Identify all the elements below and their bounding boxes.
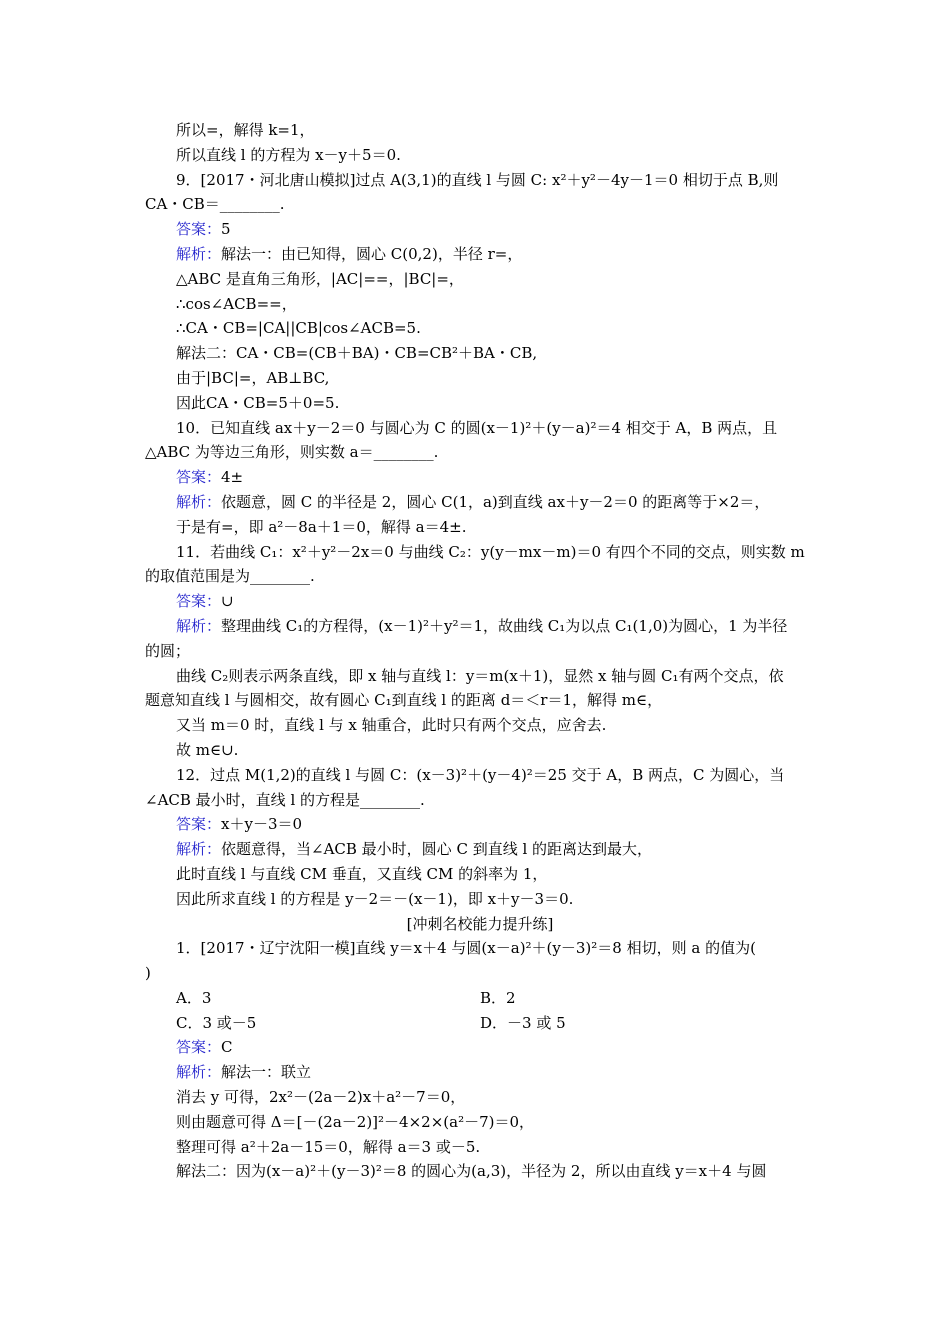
text-line xyxy=(145,217,815,242)
line-text: 10．已知直线 ax＋y－2＝0 与圆心为 C 的圆(x－1)²＋(y－a)²＝4 相交于 A，B 两点，且 xyxy=(176,418,778,437)
section-label: 解析： xyxy=(176,840,222,859)
option-right: B．2 xyxy=(480,988,516,1007)
line-text: 4± xyxy=(221,468,244,487)
line-text: 题意知直线 l 与圆相交，故有圆心 C₁到直线 l 的距离 d＝＜r＝1，解得 m∈， xyxy=(145,691,663,710)
text-line xyxy=(145,961,815,986)
text-line xyxy=(145,887,815,912)
line-text: 的圆； xyxy=(145,641,191,660)
text-line xyxy=(145,614,815,639)
text-line xyxy=(145,1035,815,1060)
line-text: 的取值范围是为________. xyxy=(145,567,315,586)
text-line xyxy=(145,812,815,837)
line-text: △ABC 为等边三角形，则实数 a＝________. xyxy=(145,443,439,462)
text-line xyxy=(145,664,815,689)
text-line xyxy=(145,589,815,614)
line-text: 解法二：CA・CB=(CB＋BA)・CB=CB²＋BA・CB, xyxy=(176,344,538,363)
line-text: 依题意得，当∠ACB 最小时，圆心 C 到直线 l 的距离达到最大， xyxy=(221,840,653,859)
line-text: CA・CB＝________. xyxy=(145,195,285,214)
line-text: [冲刺名校能力提升练] xyxy=(406,914,554,933)
text-line xyxy=(145,1085,815,1110)
line-text: ∴CA・CB=|CA||CB|cos∠ACB=5. xyxy=(176,319,421,338)
text-line xyxy=(145,912,815,937)
line-text: 12．过点 M(1,2)的直线 l 与圆 C：(x－3)²＋(y－4)²＝25 交于 A，B 两点，C 为圆心，当 xyxy=(176,765,785,784)
option-left: C．3 或－5 xyxy=(176,1013,257,1032)
line-text: ) xyxy=(145,964,151,983)
line-text: C xyxy=(221,1038,233,1057)
line-text: 所以直线 l 的方程为 x－y＋5＝0. xyxy=(176,145,401,164)
document-page xyxy=(145,118,815,1184)
line-text: 整理曲线 C₁的方程得，(x－1)²＋y²＝1，故曲线 C₁为以点 C₁(1,0)为圆心，1 为半径 xyxy=(221,616,788,635)
line-text: 11．若曲线 C₁：x²＋y²－2x＝0 与曲线 C₂：y(y－mx－m)＝0 有四个不同的交点，则实数 m xyxy=(176,542,805,561)
text-line xyxy=(145,366,815,391)
text-line xyxy=(145,242,815,267)
option-row xyxy=(145,1011,815,1036)
text-line xyxy=(145,788,815,813)
text-line xyxy=(145,1135,815,1160)
text-line xyxy=(145,639,815,664)
text-line xyxy=(145,440,815,465)
line-text: 所以=，解得 k=1， xyxy=(176,121,315,139)
text-line xyxy=(145,713,815,738)
line-text: 因此所求直线 l 的方程是 y－2＝－(x－1)，即 x＋y－3＝0. xyxy=(176,889,574,908)
line-text: 故 m∈∪. xyxy=(176,740,239,759)
option-row xyxy=(145,986,815,1011)
line-text: 依题意，圆 C 的半径是 2，圆心 C(1，a)到直线 ax＋y－2＝0 的距离等于×2＝， xyxy=(221,492,770,511)
text-line xyxy=(145,267,815,292)
line-text: ∠ACB 最小时，直线 l 的方程是________. xyxy=(145,790,425,809)
text-line xyxy=(145,862,815,887)
section-label: 答案： xyxy=(176,468,222,487)
text-line xyxy=(145,837,815,862)
text-line xyxy=(145,1110,815,1135)
text-line xyxy=(145,118,815,143)
option-right: D．－3 或 5 xyxy=(480,1013,566,1032)
line-text: 此时直线 l 与直线 CM 垂直，又直线 CM 的斜率为 1， xyxy=(176,864,548,883)
text-line xyxy=(145,564,815,589)
line-text: 消去 y 可得，2x²－(2a－2)x＋a²－7＝0， xyxy=(176,1088,466,1107)
line-text: 由于|BC|=，AB⊥BC, xyxy=(176,368,330,387)
section-label: 答案： xyxy=(176,592,222,611)
line-text: 又当 m＝0 时，直线 l 与 x 轴重合，此时只有两个交点，应舍去. xyxy=(176,716,607,735)
line-text: △ABC 是直角三角形，|AC|==，|BC|=， xyxy=(176,269,464,288)
line-text: 解法一：由已知得，圆心 C(0,2)，半径 r=， xyxy=(221,244,523,263)
line-text: 5 xyxy=(221,220,231,239)
section-label: 答案： xyxy=(176,815,222,834)
line-text: 于是有=，即 a²－8a＋1＝0，解得 a＝4±. xyxy=(176,517,467,536)
section-label: 答案： xyxy=(176,1038,222,1057)
text-line xyxy=(145,515,815,540)
text-line xyxy=(145,316,815,341)
line-text: ∴cos∠ACB==， xyxy=(176,294,297,313)
text-line xyxy=(145,1060,815,1085)
option-left: A．3 xyxy=(176,988,212,1007)
text-line xyxy=(145,168,815,193)
line-text: 1．[2017・辽宁沈阳一模]直线 y＝x＋4 与圆(x－a)²＋(y－3)²＝8 相切，则 a 的值为( xyxy=(176,939,756,958)
line-text: 整理可得 a²＋2a－15＝0，解得 a＝3 或－5. xyxy=(176,1137,481,1156)
text-line xyxy=(145,192,815,217)
text-line xyxy=(145,391,815,416)
text-line xyxy=(145,465,815,490)
section-label: 解析： xyxy=(176,616,222,635)
text-line xyxy=(145,490,815,515)
line-text: ∪ xyxy=(221,592,234,611)
text-line xyxy=(145,540,815,565)
text-block-2 xyxy=(145,1035,815,1184)
line-text: 则由题意可得 Δ＝[－(2a－2)]²－4×2×(a²－7)＝0， xyxy=(176,1112,535,1131)
line-text: 曲线 C₂则表示两条直线，即 x 轴与直线 l：y＝m(x＋1)，显然 x 轴与圆 C₁有两个交点，依 xyxy=(176,666,784,685)
text-line xyxy=(145,763,815,788)
section-label: 解析： xyxy=(176,244,222,263)
line-text: 9．[2017・河北唐山模拟]过点 A(3,1)的直线 l 与圆 C: x²＋y²－4y－1＝0 相切于点 B,则 xyxy=(176,170,779,189)
choice-options xyxy=(145,986,815,1036)
section-label: 答案： xyxy=(176,220,222,239)
line-text: x＋y－3＝0 xyxy=(221,815,303,834)
text-block-1 xyxy=(145,118,815,986)
text-line xyxy=(145,738,815,763)
line-text: 解法二：因为(x－a)²＋(y－3)²＝8 的圆心为(a,3)，半径为 2，所以由直线 y＝x＋4 与圆 xyxy=(176,1162,767,1181)
section-label: 解析： xyxy=(176,492,222,511)
text-line xyxy=(145,1159,815,1184)
text-line xyxy=(145,341,815,366)
text-line xyxy=(145,688,815,713)
text-line xyxy=(145,292,815,317)
text-line xyxy=(145,936,815,961)
section-label: 解析： xyxy=(176,1063,222,1082)
text-line xyxy=(145,416,815,441)
line-text: 解法一：联立 xyxy=(221,1063,312,1082)
text-line xyxy=(145,143,815,168)
line-text: 因此CA・CB=5＋0=5. xyxy=(176,393,340,412)
